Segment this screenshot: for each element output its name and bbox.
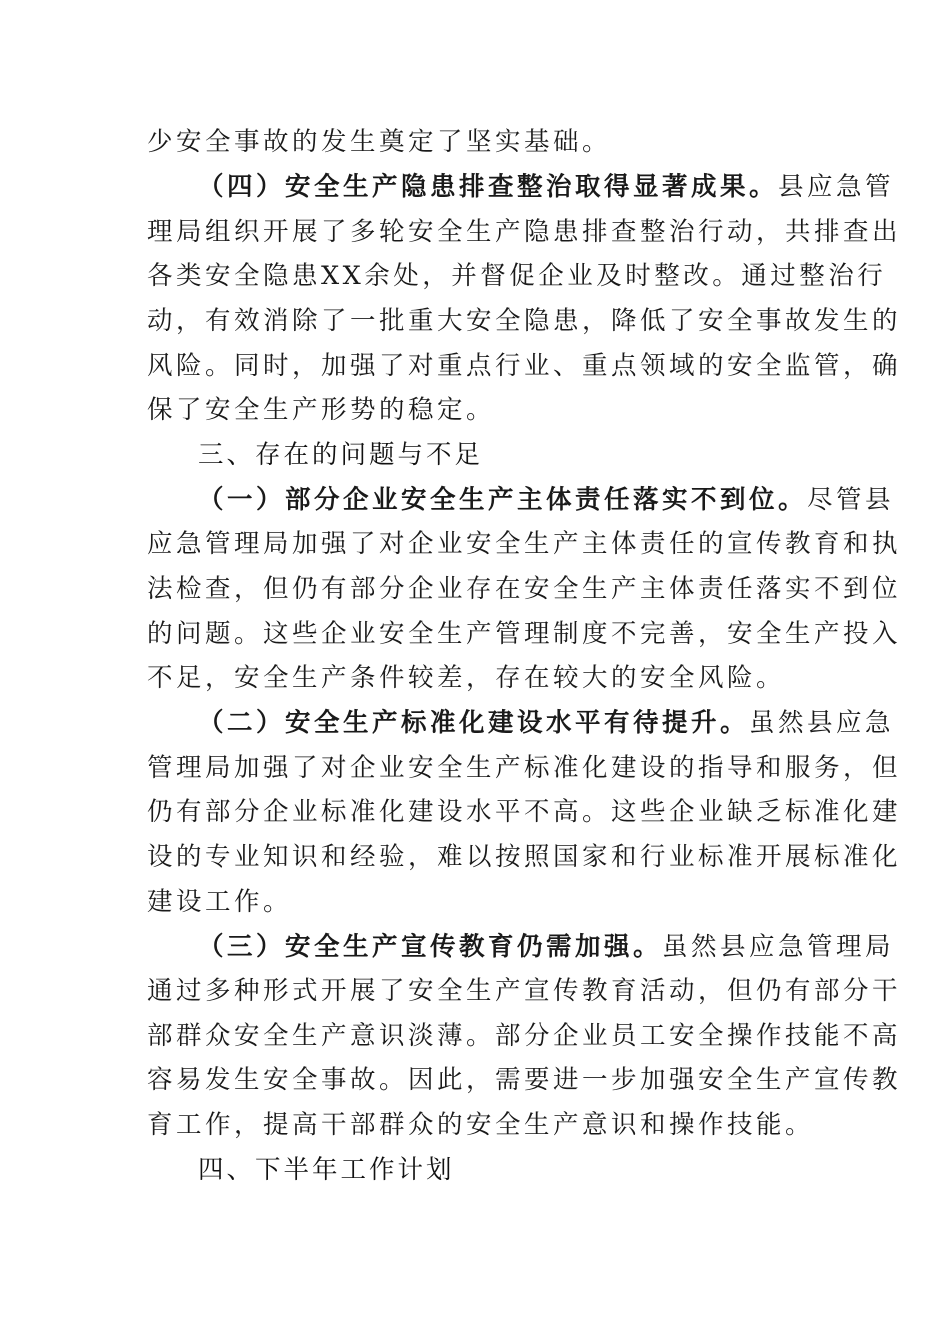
text-span: 建设工作。 (147, 887, 293, 917)
text-span: 部群众安全生产意识淡薄。部分企业员工安全操作技能不高 (147, 1021, 902, 1051)
text-span: 通过多种形式开展了安全生产宣传教育活动，但仍有部分干 (147, 976, 902, 1006)
body-text-line (147, 611, 902, 657)
body-text-line (147, 879, 807, 925)
text-span: 少安全事故的发生奠定了坚实基础。 (147, 127, 612, 157)
body-text-line (147, 521, 902, 567)
body-text-line (147, 209, 902, 255)
section-heading-4 (198, 1147, 807, 1193)
text-span: 各类安全隐患XX余处，并督促企业及时整改。通过整治行 (147, 261, 887, 291)
body-text-line (147, 1057, 902, 1103)
body-text-line (147, 655, 807, 701)
text-span: 法检查，但仍有部分企业存在安全生产主体责任落实不到位 (147, 574, 902, 604)
body-text-line (147, 1013, 902, 1059)
text-span: 仍有部分企业标准化建设水平不高。这些企业缺乏标准化建 (147, 797, 902, 827)
paragraph-3-first-line (198, 924, 895, 970)
text-span: 理局组织开展了多轮安全生产隐患排查整治行动，共排查出 (147, 217, 902, 247)
paragraph-3-lead: （三）安全生产宣传教育仍需加强。 (198, 932, 663, 962)
paragraph-1-lead: （一）部分企业安全生产主体责任落实不到位。 (198, 485, 808, 515)
text-span: 设的专业知识和经验，难以按照国家和行业标准开展标准化 (147, 842, 902, 872)
text-span: 管理局加强了对企业安全生产标准化建设的指导和服务，但 (147, 753, 902, 783)
text-span: 的问题。这些企业安全生产管理制度不完善，安全生产投入 (147, 619, 902, 649)
text-span: 四、下半年工作计划 (198, 1155, 455, 1185)
text-span: 县应急管 (778, 172, 895, 202)
paragraph-2-first-line (198, 700, 895, 746)
text-span: 保了安全生产形势的稳定。 (147, 395, 496, 425)
text-span: 风险。同时，加强了对重点行业、重点领域的安全监管，确 (147, 351, 902, 381)
text-span: 三、存在的问题与不足 (198, 440, 484, 470)
text-span: 动，有效消除了一批重大安全隐患，降低了安全事故发生的 (147, 306, 902, 336)
body-text-line (147, 387, 807, 433)
text-span: 不足，安全生产条件较差，存在较大的安全风险。 (147, 663, 786, 693)
text-span: 虽然县应急管理局 (662, 932, 895, 962)
text-span: 虽然县应急 (749, 708, 895, 738)
body-text-line (147, 343, 902, 389)
paragraph-4-first-line (198, 164, 895, 210)
body-text-line (147, 834, 902, 880)
text-span: 容易发生安全事故。因此，需要进一步加强安全生产宣传教 (147, 1065, 902, 1095)
body-text-line (147, 789, 902, 835)
body-text-line (147, 253, 887, 299)
body-text-line (147, 968, 902, 1014)
body-text-line (147, 566, 902, 612)
text-span: 尽管县 (807, 485, 895, 515)
paragraph-2-lead: （二）安全生产标准化建设水平有待提升。 (198, 708, 750, 738)
paragraph-4-lead: （四）安全生产隐患排查整治取得显著成果。 (198, 172, 779, 202)
body-text-line (147, 119, 807, 165)
text-span: 应急管理局加强了对企业安全生产主体责任的宣传教育和执 (147, 529, 902, 559)
body-text-line (147, 298, 902, 344)
paragraph-1-first-line (198, 477, 895, 523)
body-text-line (147, 745, 902, 791)
body-text-line (147, 1102, 815, 1148)
section-heading-3 (198, 432, 807, 478)
text-span: 育工作，提高干部群众的安全生产意识和操作技能。 (147, 1110, 815, 1140)
